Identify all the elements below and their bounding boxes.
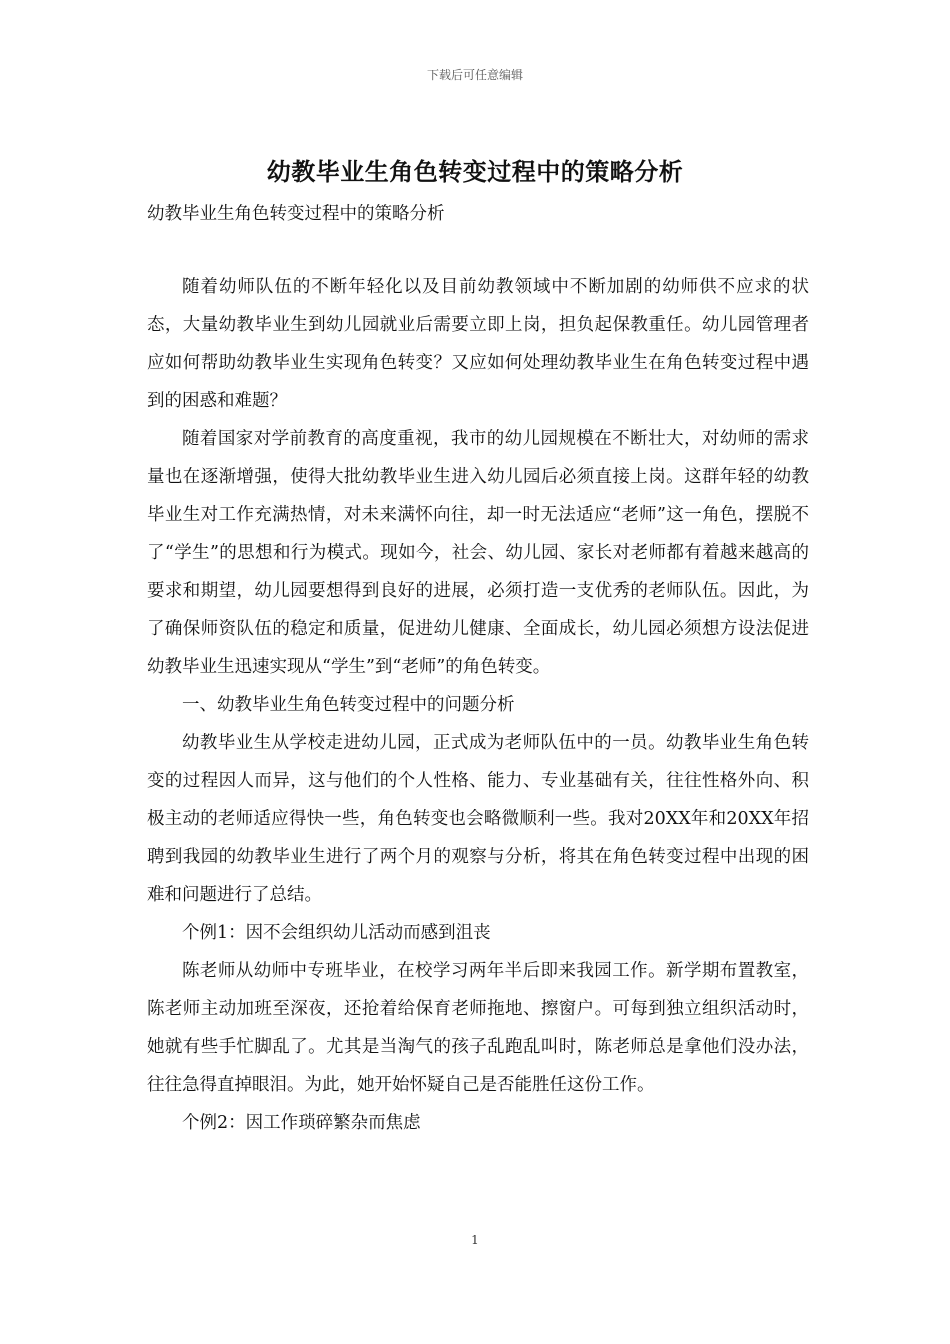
document-subtitle: 幼教毕业生角色转变过程中的策略分析 (147, 204, 445, 224)
page-header-note: 下载后可任意编辑 (426, 68, 523, 82)
paragraph-intro: 随着幼师队伍的不断年轻化以及目前幼教领域中不断加剧的幼师供不应求的状态，大量幼教毕业生到幼儿园就业后需要立即上岗，担负起保教重任。幼儿园管理者应如何帮助幼教毕业生实现角色转变？又应如何处理幼教毕业生在角色转变过程中遇到的困惑和难题？ (147, 277, 809, 411)
page-number: 1 (471, 1233, 479, 1247)
section-heading-problem-analysis: 一、幼教毕业生角色转变过程中的问题分析 (182, 695, 515, 715)
paragraph-background: 随着国家对学前教育的高度重视，我市的幼儿园规模在不断壮大，对幼师的需求量也在逐渐增强，使得大批幼教毕业生进入幼儿园后必须直接上岗。这群年轻的幼教毕业生对工作充满热情，对未来满怀向往，却一时无法适应“老师”这一角色，摆脱不了“学生”的思想和行为模式。现如今，社会、幼儿园、家长对老师都有着越来越高的要求和期望，幼儿园要想得到良好的进展，必须打造一支优秀的老师队伍。因此，为了确保师资队伍的稳定和质量，促进幼儿健康、全面成长，幼儿园必须想方设法促进幼教毕业生迅速实现从“学生”到“老师”的角色转变。 (147, 429, 809, 677)
document-body (147, 268, 809, 1142)
document-title: 幼教毕业生角色转变过程中的策略分析 (266, 157, 684, 186)
case-heading-1: 个例1：因不会组织幼儿活动而感到沮丧 (182, 923, 491, 943)
paragraph-case-1: 陈老师从幼师中专班毕业，在校学习两年半后即来我园工作。新学期布置教室，陈老师主动加班至深夜，还抢着给保育老师拖地、擦窗户。可每到独立组织活动时，她就有些手忙脚乱了。尤其是当淘气的孩子乱跑乱叫时，陈老师总是拿他们没办法，往往急得直掉眼泪。为此，她开始怀疑自己是否能胜任这份工作。 (147, 961, 809, 1095)
case-heading-2: 个例2：因工作琐碎繁杂而焦虑 (182, 1113, 421, 1133)
paragraph-observation: 幼教毕业生从学校走进幼儿园，正式成为老师队伍中的一员。幼教毕业生角色转变的过程因人而异，这与他们的个人性格、能力、专业基础有关，往往性格外向、积极主动的老师适应得快一些，角色转变也会略微顺利一些。我对20XX年和20XX年招聘到我园的幼教毕业生进行了两个月的观察与分析，将其在角色转变过程中出现的困难和问题进行了总结。 (147, 733, 809, 905)
